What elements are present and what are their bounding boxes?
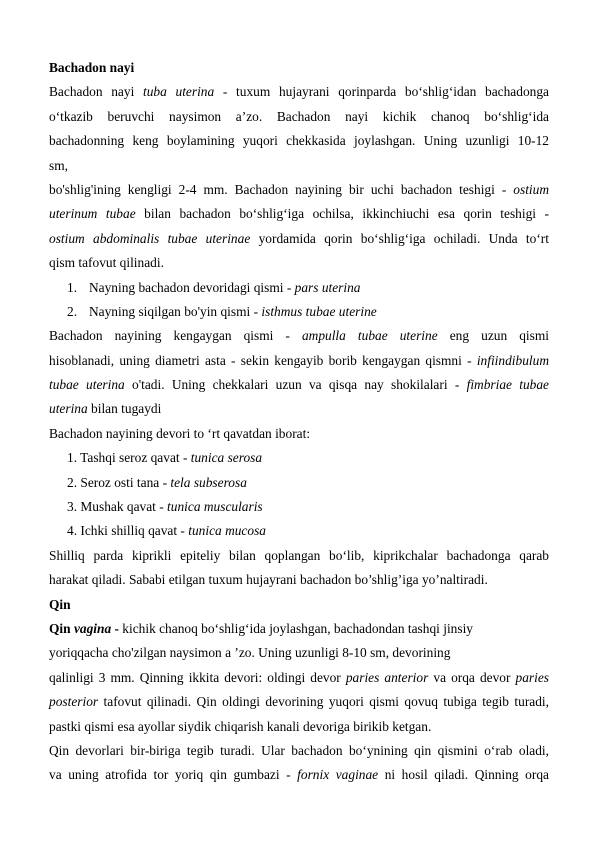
- list-item: 4. Ichki shilliq qavat - tunica mucosa: [67, 523, 266, 539]
- heading-bachadon-nayi: Bachadon nayi: [49, 60, 135, 75]
- paragraph-line: o‘tkazib beruvchi naysimon a’zo. Bachadon nayi kichik chanoq bo‘shlig‘ida: [49, 108, 549, 124]
- paragraph-line: va uning atrofida tor yoriq qin gumbazi - fornix vaginae ni hosil qiladi. Qinning orqa: [49, 767, 549, 783]
- paragraph-line: Qin vagina - kichik chanoq bo‘shlig‘ida joylashgan, bachadondan tashqi jinsiy: [49, 620, 473, 636]
- heading-qin: Qin: [49, 596, 71, 612]
- paragraph-line: hisoblanadi, uning diametri asta - sekin kengayib borib kengaygan qismni - infiindibulum: [49, 352, 549, 368]
- paragraph-line: ostium abdominalis tubae uterinae yordamida qorin bo‘shlig‘iga ochiladi. Unda to‘rt: [49, 230, 549, 246]
- paragraph-line: tubae uterina o'tadi. Uning chekkalari uzun va qisqa nay shokilalari - fimbriae tubae: [49, 377, 550, 393]
- list-item: 1. Tashqi seroz qavat - tunica serosa: [67, 450, 263, 466]
- list-item: 3. Mushak qavat - tunica muscularis: [67, 499, 263, 515]
- paragraph-line: uterinum tubae bilan bachadon bo‘shlig‘iga ochilsa, ikkinchiuchi esa qorin teshigi -: [49, 206, 549, 222]
- paragraph-line: bo'shlig'ining kengligi 2-4 mm. Bachadon nayining bir uchi bachadon teshigi - ostium: [49, 181, 549, 197]
- paragraph-line: Shilliq parda kiprikli epiteliy bilan qoplangan bo‘lib, kiprikchalar bachadonga qarab: [49, 547, 549, 563]
- paragraph-line: harakat qiladi. Sababi etilgan tuxum hujayrani bachadon bo’shlig’iga yo’naltiradi.: [49, 572, 488, 588]
- paragraph-line: bachadonning keng boylamining yuqori chekkasida joylashgan. Uning uzunligi 10-12: [49, 133, 549, 149]
- paragraph-line: qalinligi 3 mm. Qinning ikkita devori: oldingi devor paries anterior va orqa devor paries: [49, 669, 549, 685]
- paragraph-line: posterior tafovut qilinadi. Qin oldingi devorining yuqori qismi qovuq tubiga tegib turadi,: [49, 694, 549, 710]
- list-item: 2. Seroz osti tana - tela subserosa: [67, 474, 247, 490]
- paragraph-line: Bachadon nayining devori to ‘rt qavatdan iborat:: [49, 425, 311, 441]
- paragraph-line: sm,: [49, 157, 68, 173]
- list-item: 2. Nayning siqilgan bo'yin qismi - isthmus tubae uterine: [67, 303, 377, 319]
- paragraph-line: pastki qismi esa ayollar siydik chiqarish kanali devoriga birikib ketgan.: [49, 718, 432, 734]
- paragraph-line: Qin devorlari bir-biriga tegib turadi. Ular bachadon bo‘ynining qin qismini o‘rab oladi,: [49, 742, 549, 758]
- paragraph-line: uterina bilan tugaydi: [49, 401, 162, 417]
- document-body: [49, 56, 549, 788]
- paragraph-line: qism tafovut qilinadi.: [49, 255, 164, 271]
- paragraph-line: yoriqqacha cho'zilgan naysimon a ’zo. Uning uzunligi 8-10 sm, devorining: [49, 645, 451, 661]
- list-item: 1. Nayning bachadon devoridagi qismi - pars uterina: [67, 279, 361, 295]
- paragraph-line: Bachadon nayining kengaygan qismi - ampulla tubae uterine eng uzun qismi: [49, 328, 549, 344]
- paragraph-line: Bachadon nayi tuba uterina - tuxum hujayrani qorinparda bo‘shlig‘idan bachadonga: [49, 84, 549, 100]
